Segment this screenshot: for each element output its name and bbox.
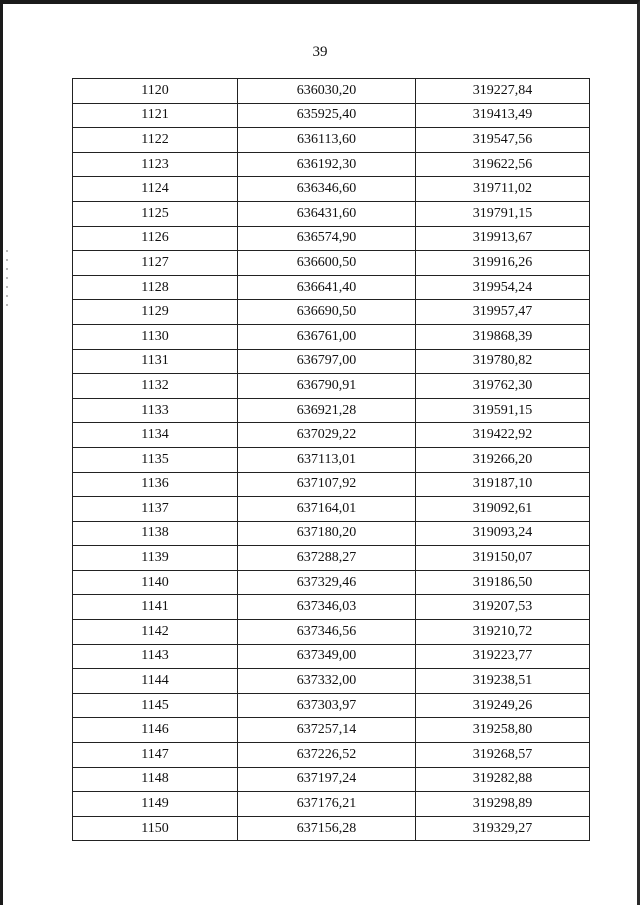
- y-coordinate-cell: 319868,39: [416, 324, 590, 349]
- table-row: [73, 177, 590, 202]
- x-coordinate-cell: 636030,20: [238, 79, 416, 104]
- y-coordinate-cell: 319622,56: [416, 152, 590, 177]
- table-row: [73, 595, 590, 620]
- coordinates-table: [72, 78, 590, 841]
- y-coordinate-cell: 319547,56: [416, 128, 590, 153]
- point-number-cell: 1142: [73, 620, 238, 645]
- y-coordinate-cell: 319329,27: [416, 816, 590, 841]
- y-coordinate-cell: 319227,84: [416, 79, 590, 104]
- y-coordinate-cell: 319223,77: [416, 644, 590, 669]
- table-row: [73, 103, 590, 128]
- point-number-cell: 1139: [73, 546, 238, 571]
- table-row: [73, 447, 590, 472]
- table-row: [73, 251, 590, 276]
- x-coordinate-cell: 637349,00: [238, 644, 416, 669]
- point-number-cell: 1131: [73, 349, 238, 374]
- coordinates-table-body: [73, 79, 590, 841]
- point-number-cell: 1140: [73, 570, 238, 595]
- y-coordinate-cell: 319268,57: [416, 743, 590, 768]
- margin-mark: [6, 250, 8, 310]
- y-coordinate-cell: 319791,15: [416, 201, 590, 226]
- table-row: [73, 767, 590, 792]
- table-row: [73, 620, 590, 645]
- x-coordinate-cell: 637257,14: [238, 718, 416, 743]
- y-coordinate-cell: 319187,10: [416, 472, 590, 497]
- x-coordinate-cell: 637176,21: [238, 792, 416, 817]
- point-number-cell: 1133: [73, 398, 238, 423]
- page-number: 39: [312, 44, 328, 60]
- table-row: [73, 275, 590, 300]
- y-coordinate-cell: 319298,89: [416, 792, 590, 817]
- point-number-cell: 1146: [73, 718, 238, 743]
- x-coordinate-cell: 636921,28: [238, 398, 416, 423]
- x-coordinate-cell: 636192,30: [238, 152, 416, 177]
- point-number-cell: 1126: [73, 226, 238, 251]
- y-coordinate-cell: 319092,61: [416, 497, 590, 522]
- y-coordinate-cell: 319413,49: [416, 103, 590, 128]
- table-row: [73, 792, 590, 817]
- point-number-cell: 1149: [73, 792, 238, 817]
- table-row: [73, 693, 590, 718]
- table-row: [73, 816, 590, 841]
- x-coordinate-cell: 636113,60: [238, 128, 416, 153]
- y-coordinate-cell: 319957,47: [416, 300, 590, 325]
- point-number-cell: 1144: [73, 669, 238, 694]
- x-coordinate-cell: 637329,46: [238, 570, 416, 595]
- point-number-cell: 1135: [73, 447, 238, 472]
- y-coordinate-cell: 319207,53: [416, 595, 590, 620]
- x-coordinate-cell: 637332,00: [238, 669, 416, 694]
- table-row: [73, 472, 590, 497]
- x-coordinate-cell: 636790,91: [238, 374, 416, 399]
- table-row: [73, 349, 590, 374]
- table-row: [73, 152, 590, 177]
- y-coordinate-cell: 319093,24: [416, 521, 590, 546]
- x-coordinate-cell: 636797,00: [238, 349, 416, 374]
- x-coordinate-cell: 637197,24: [238, 767, 416, 792]
- x-coordinate-cell: 637346,03: [238, 595, 416, 620]
- table-row: [73, 79, 590, 104]
- y-coordinate-cell: 319916,26: [416, 251, 590, 276]
- x-coordinate-cell: 636346,60: [238, 177, 416, 202]
- point-number-cell: 1150: [73, 816, 238, 841]
- x-coordinate-cell: 636574,90: [238, 226, 416, 251]
- y-coordinate-cell: 319711,02: [416, 177, 590, 202]
- point-number-cell: 1148: [73, 767, 238, 792]
- point-number-cell: 1127: [73, 251, 238, 276]
- table-row: [73, 201, 590, 226]
- table-row: [73, 300, 590, 325]
- y-coordinate-cell: 319186,50: [416, 570, 590, 595]
- table-row: [73, 718, 590, 743]
- point-number-cell: 1124: [73, 177, 238, 202]
- y-coordinate-cell: 319266,20: [416, 447, 590, 472]
- table-row: [73, 398, 590, 423]
- table-row: [73, 226, 590, 251]
- y-coordinate-cell: 319282,88: [416, 767, 590, 792]
- table-row: [73, 423, 590, 448]
- table-row: [73, 128, 590, 153]
- y-coordinate-cell: 319238,51: [416, 669, 590, 694]
- point-number-cell: 1129: [73, 300, 238, 325]
- point-number-cell: 1134: [73, 423, 238, 448]
- point-number-cell: 1137: [73, 497, 238, 522]
- point-number-cell: 1130: [73, 324, 238, 349]
- point-number-cell: 1138: [73, 521, 238, 546]
- y-coordinate-cell: 319591,15: [416, 398, 590, 423]
- table-row: [73, 324, 590, 349]
- y-coordinate-cell: 319954,24: [416, 275, 590, 300]
- table-row: [73, 521, 590, 546]
- y-coordinate-cell: 319422,92: [416, 423, 590, 448]
- table-row: [73, 374, 590, 399]
- point-number-cell: 1136: [73, 472, 238, 497]
- y-coordinate-cell: 319150,07: [416, 546, 590, 571]
- x-coordinate-cell: 636690,50: [238, 300, 416, 325]
- point-number-cell: 1141: [73, 595, 238, 620]
- x-coordinate-cell: 636641,40: [238, 275, 416, 300]
- x-coordinate-cell: 637226,52: [238, 743, 416, 768]
- y-coordinate-cell: 319913,67: [416, 226, 590, 251]
- x-coordinate-cell: 637156,28: [238, 816, 416, 841]
- table-row: [73, 669, 590, 694]
- x-coordinate-cell: 635925,40: [238, 103, 416, 128]
- point-number-cell: 1120: [73, 79, 238, 104]
- y-coordinate-cell: 319780,82: [416, 349, 590, 374]
- point-number-cell: 1147: [73, 743, 238, 768]
- table-row: [73, 497, 590, 522]
- point-number-cell: 1122: [73, 128, 238, 153]
- x-coordinate-cell: 637346,56: [238, 620, 416, 645]
- point-number-cell: 1123: [73, 152, 238, 177]
- point-number-cell: 1132: [73, 374, 238, 399]
- y-coordinate-cell: 319249,26: [416, 693, 590, 718]
- y-coordinate-cell: 319258,80: [416, 718, 590, 743]
- table-row: [73, 570, 590, 595]
- table-row: [73, 743, 590, 768]
- x-coordinate-cell: 637303,97: [238, 693, 416, 718]
- table-row: [73, 546, 590, 571]
- x-coordinate-cell: 637180,20: [238, 521, 416, 546]
- y-coordinate-cell: 319762,30: [416, 374, 590, 399]
- x-coordinate-cell: 637113,01: [238, 447, 416, 472]
- point-number-cell: 1145: [73, 693, 238, 718]
- x-coordinate-cell: 636600,50: [238, 251, 416, 276]
- point-number-cell: 1121: [73, 103, 238, 128]
- point-number-cell: 1143: [73, 644, 238, 669]
- table-row: [73, 644, 590, 669]
- x-coordinate-cell: 637029,22: [238, 423, 416, 448]
- x-coordinate-cell: 637288,27: [238, 546, 416, 571]
- point-number-cell: 1125: [73, 201, 238, 226]
- y-coordinate-cell: 319210,72: [416, 620, 590, 645]
- x-coordinate-cell: 636761,00: [238, 324, 416, 349]
- x-coordinate-cell: 637107,92: [238, 472, 416, 497]
- point-number-cell: 1128: [73, 275, 238, 300]
- x-coordinate-cell: 636431,60: [238, 201, 416, 226]
- x-coordinate-cell: 637164,01: [238, 497, 416, 522]
